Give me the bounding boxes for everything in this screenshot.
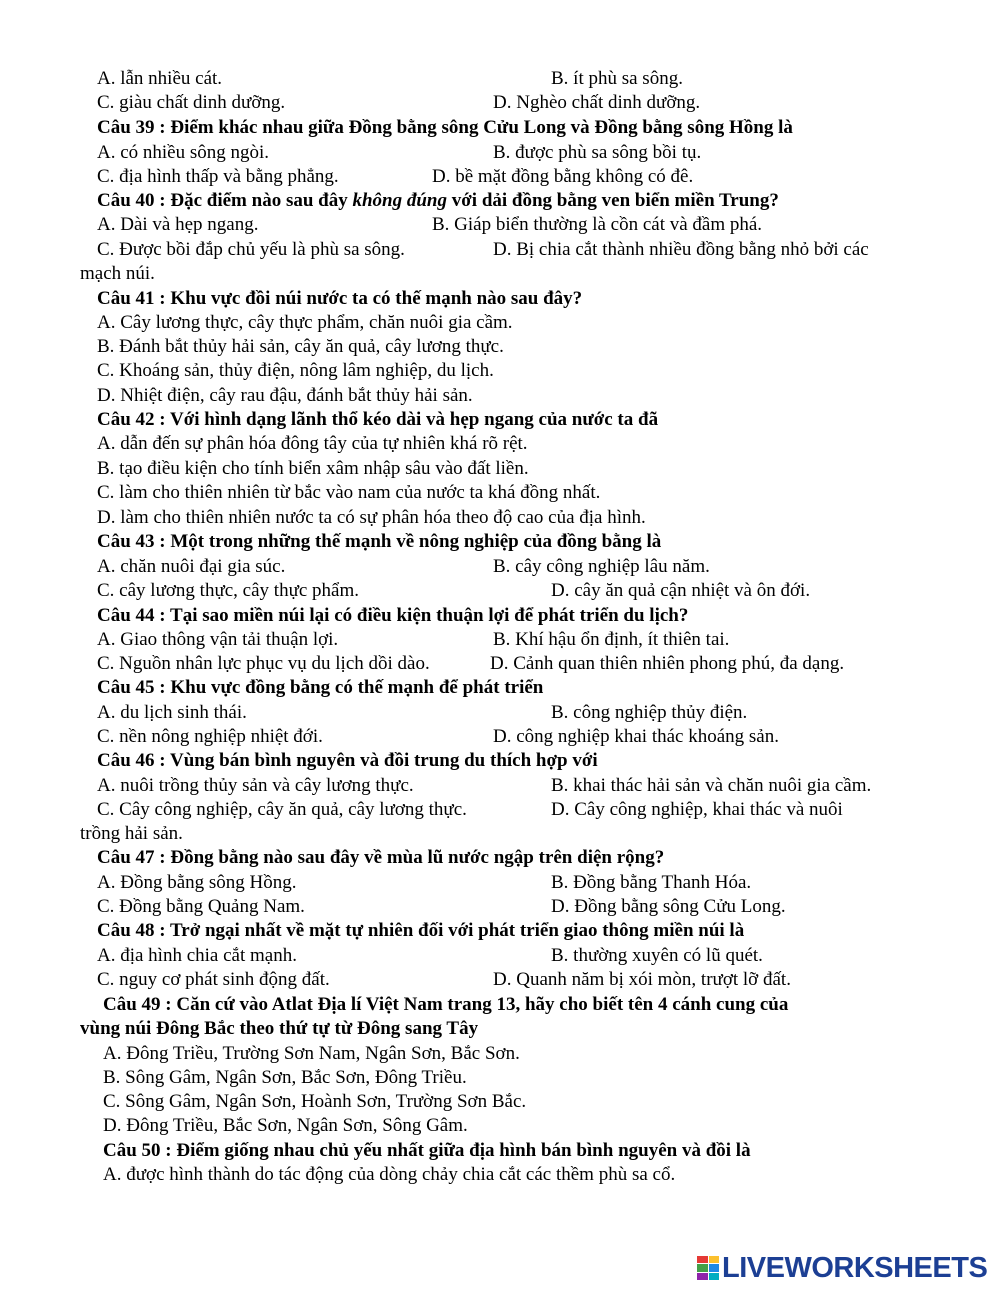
answer-line: B. Đánh bắt thủy hải sản, cây ăn quả, cây lương thực. <box>97 336 504 357</box>
answer-line: B. ít phù sa sông. <box>551 68 683 89</box>
question-line: Câu 40 : Đặc điểm nào sau đây không đúng với dải đồng bằng ven biển miền Trung? <box>97 190 779 211</box>
answer-line: B. khai thác hải sản và chăn nuôi gia cầm. <box>551 775 872 796</box>
answer-line: D. Cảnh quan thiên nhiên phong phú, đa dạng. <box>490 653 845 674</box>
logo-tile <box>697 1264 708 1271</box>
liveworksheets-logo-icon <box>697 1256 719 1280</box>
answer-line: C. nguy cơ phát sinh động đất. <box>97 969 330 990</box>
logo-tile <box>697 1256 708 1263</box>
answer-line: C. Khoáng sản, thủy điện, nông lâm nghiệp, du lịch. <box>97 360 494 381</box>
answer-line: A. có nhiều sông ngòi. <box>97 142 270 163</box>
answer-line: A. dẫn đến sự phân hóa đông tây của tự nhiên khá rõ rệt. <box>97 433 528 454</box>
answer-line: C. Nguồn nhân lực phục vụ du lịch dồi dào. <box>97 653 430 674</box>
question-line: Câu 49 : Căn cứ vào Atlat Địa lí Việt Nam trang 13, hãy cho biết tên 4 cánh cung của <box>103 994 789 1015</box>
answer-line: D. Cây công nghiệp, khai thác và nuôi <box>551 799 843 820</box>
answer-line: A. lẫn nhiều cát. <box>97 68 223 89</box>
answer-line: B. công nghiệp thủy điện. <box>551 702 748 723</box>
question-line: Câu 46 : Vùng bán bình nguyên và đồi trung du thích hợp với <box>97 750 598 771</box>
answer-line: A. Đông Triều, Trường Sơn Nam, Ngân Sơn, Bắc Sơn. <box>103 1043 520 1064</box>
question-line: Câu 47 : Đồng bằng nào sau đây về mùa lũ nước ngập trên diện rộng? <box>97 847 665 868</box>
question-line: vùng núi Đông Bắc theo thứ tự từ Đông sang Tây <box>80 1018 479 1039</box>
answer-line: B. cây công nghiệp lâu năm. <box>493 556 710 577</box>
answer-line: D. cây ăn quả cận nhiệt và ôn đới. <box>551 580 811 601</box>
logo-tile <box>709 1264 720 1271</box>
answer-line: D. bề mặt đồng bằng không có đê. <box>432 166 694 187</box>
logo-tile <box>709 1273 720 1280</box>
question-line: Câu 50 : Điểm giống nhau chủ yếu nhất giữa địa hình bán bình nguyên và đồi là <box>103 1140 751 1161</box>
liveworksheets-watermark <box>697 1253 987 1283</box>
question-line: Câu 48 : Trở ngại nhất về mặt tự nhiên đối với phát triển giao thông miền núi là <box>97 920 745 941</box>
answer-line: A. Đồng bằng sông Hồng. <box>97 872 297 893</box>
question-line: Câu 39 : Điểm khác nhau giữa Đồng bằng sông Cửu Long và Đồng bằng sông Hồng là <box>97 117 793 138</box>
answer-line: B. thường xuyên có lũ quét. <box>551 945 763 966</box>
answer-line: C. làm cho thiên nhiên từ bắc vào nam của nước ta khá đồng nhất. <box>97 482 601 503</box>
answer-line: D. Bị chia cắt thành nhiều đồng bằng nhỏ bởi các <box>493 239 869 260</box>
answer-line: trồng hải sản. <box>80 823 183 844</box>
answer-line: D. Quanh năm bị xói mòn, trượt lỡ đất. <box>493 969 791 990</box>
question-line: Câu 44 : Tại sao miền núi lại có điều kiện thuận lợi để phát triển du lịch? <box>97 605 689 626</box>
answer-line: A. Giao thông vận tải thuận lợi. <box>97 629 339 650</box>
answer-line: A. chăn nuôi đại gia súc. <box>97 556 286 577</box>
answer-line: A. nuôi trồng thủy sản và cây lương thực. <box>97 775 414 796</box>
answer-line: B. tạo điều kiện cho tính biển xâm nhập sâu vào đất liền. <box>97 458 529 479</box>
question-line: Câu 43 : Một trong những thế mạnh về nông nghiệp của đồng bằng là <box>97 531 662 552</box>
answer-line: B. Đồng bằng Thanh Hóa. <box>551 872 752 893</box>
watermark-text: LIVEWORKSHEETS <box>722 1251 988 1284</box>
answer-line: D. làm cho thiên nhiên nước ta có sự phân hóa theo độ cao của địa hình. <box>97 507 646 528</box>
answer-line: A. du lịch sinh thái. <box>97 702 247 723</box>
answer-line: C. Đồng bằng Quảng Nam. <box>97 896 305 917</box>
answer-line: A. Cây lương thực, cây thực phẩm, chăn nuôi gia cầm. <box>97 312 513 333</box>
question-line: Câu 41 : Khu vực đồi núi nước ta có thế mạnh nào sau đây? <box>97 288 583 309</box>
answer-line: C. Sông Gâm, Ngân Sơn, Hoành Sơn, Trường Sơn Bắc. <box>103 1091 527 1112</box>
answer-line: B. Giáp biển thường là cồn cát và đầm phá. <box>432 214 763 235</box>
answer-line: C. Được bồi đắp chủ yếu là phù sa sông. <box>97 239 405 260</box>
answer-line: D. Đồng bằng sông Cửu Long. <box>551 896 786 917</box>
answer-line: mạch núi. <box>80 263 155 284</box>
answer-line: D. Nghèo chất dinh dưỡng. <box>493 92 701 113</box>
answer-line: B. Sông Gâm, Ngân Sơn, Bắc Sơn, Đông Triều. <box>103 1067 467 1088</box>
answer-line: C. cây lương thực, cây thực phẩm. <box>97 580 360 601</box>
answer-line: B. được phù sa sông bồi tụ. <box>493 142 702 163</box>
answer-line: A. được hình thành do tác động của dòng chảy chia cắt các thềm phù sa cổ. <box>103 1164 676 1185</box>
question-line: Câu 45 : Khu vực đồng bằng có thế mạnh để phát triển <box>97 677 544 698</box>
answer-line: B. Khí hậu ổn định, ít thiên tai. <box>493 629 730 650</box>
answer-line: C. địa hình thấp và bằng phẳng. <box>97 166 339 187</box>
answer-line: D. Đông Triều, Bắc Sơn, Ngân Sơn, Sông Gâm. <box>103 1115 468 1136</box>
question-line: Câu 42 : Với hình dạng lãnh thổ kéo dài và hẹp ngang của nước ta đã <box>97 409 659 430</box>
answer-line: D. Nhiệt điện, cây rau đậu, đánh bắt thủy hải sản. <box>97 385 473 406</box>
answer-line: C. Cây công nghiệp, cây ăn quả, cây lương thực. <box>97 799 467 820</box>
answer-line: A. Dài và hẹp ngang. <box>97 214 259 235</box>
answer-line: A. địa hình chia cắt mạnh. <box>97 945 297 966</box>
answer-line: D. công nghiệp khai thác khoáng sản. <box>493 726 779 747</box>
logo-tile <box>709 1256 720 1263</box>
answer-line: C. nền nông nghiệp nhiệt đới. <box>97 726 323 747</box>
logo-tile <box>697 1273 708 1280</box>
answer-line: C. giàu chất dinh dưỡng. <box>97 92 286 113</box>
